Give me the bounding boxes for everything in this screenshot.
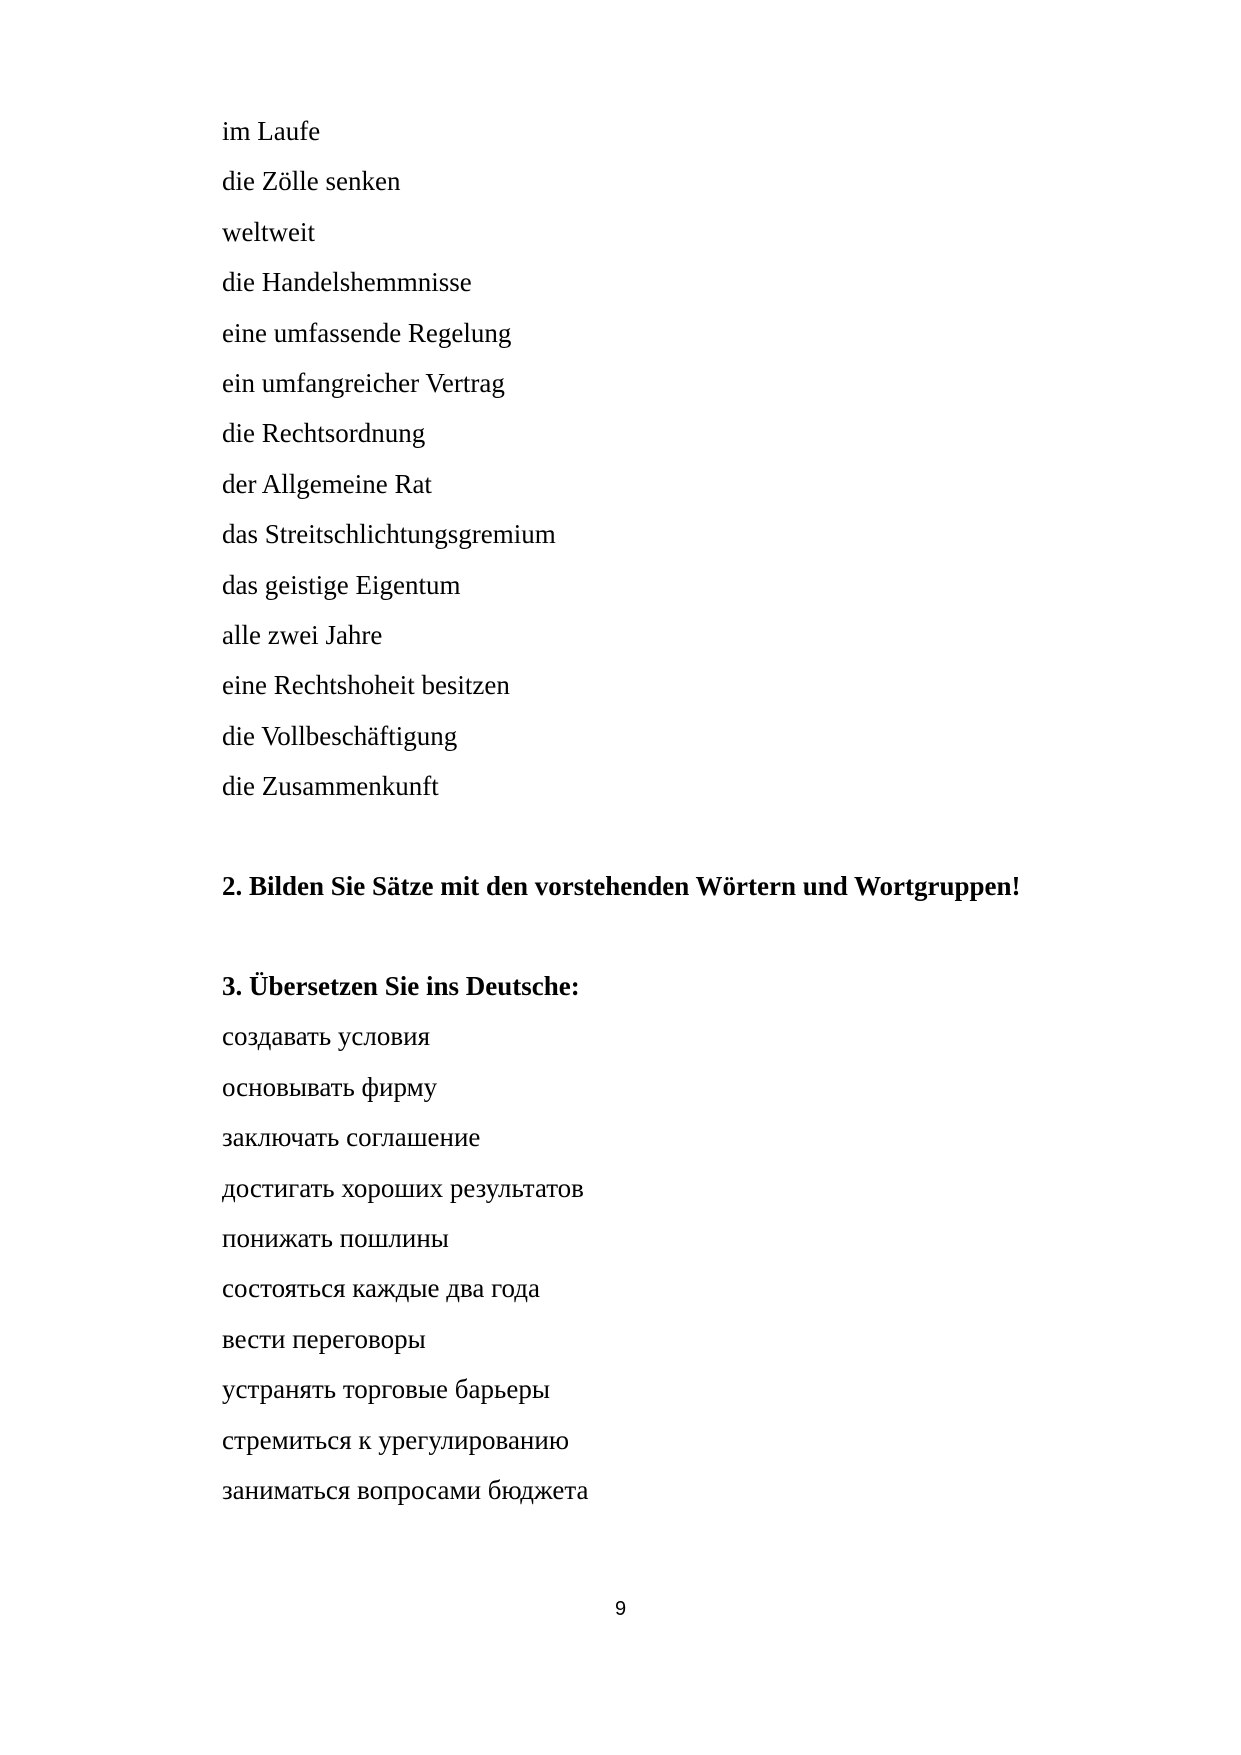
vocab-item: im Laufe xyxy=(222,116,321,146)
translation-item: понижать пошлины xyxy=(222,1223,449,1254)
vocab-item: die Zölle senken xyxy=(222,166,401,197)
page-content xyxy=(222,106,1122,1515)
vocab-item: das Streitschlichtungsgremium xyxy=(222,519,556,550)
translation-item: устранять торговые барьеры xyxy=(222,1374,550,1405)
vocab-item: die Handelshemmnisse xyxy=(222,267,472,298)
translation-item: создавать условия xyxy=(222,1021,430,1052)
translation-item: заниматься вопросами бюджета xyxy=(222,1474,589,1505)
translation-item: достигать хороших результатов xyxy=(222,1172,584,1203)
translation-item: стремиться к урегулированию xyxy=(222,1424,570,1455)
exercise-3-heading: 3. Übersetzen Sie ins Deutsche: xyxy=(222,971,580,1002)
translation-item: заключать соглашение xyxy=(222,1122,481,1153)
vocab-item: die Zusammenkunft xyxy=(222,771,439,802)
translation-item: вести переговоры xyxy=(222,1323,426,1354)
spacer xyxy=(222,811,1122,861)
page-number: 9 xyxy=(614,1598,627,1620)
vocab-item: die Vollbeschäftigung xyxy=(222,720,458,751)
vocab-item: eine umfassende Regelung xyxy=(222,317,512,348)
vocab-item: weltweit xyxy=(222,216,315,247)
spacer xyxy=(222,911,1122,961)
translation-item: основывать фирму xyxy=(222,1071,438,1102)
translation-list xyxy=(222,1011,1122,1515)
vocab-item: der Allgemeine Rat xyxy=(222,468,432,499)
vocab-item: ein umfangreicher Vertrag xyxy=(222,367,505,398)
vocab-item: das geistige Eigentum xyxy=(222,569,461,600)
exercise-2-heading: 2. Bilden Sie Sätze mit den vorstehenden Wörtern und Wortgruppen! xyxy=(222,871,1021,902)
vocab-item: eine Rechtshoheit besitzen xyxy=(222,670,510,701)
translation-item: состояться каждые два года xyxy=(222,1273,540,1304)
vocab-item: alle zwei Jahre xyxy=(222,619,383,650)
vocab-item: die Rechtsordnung xyxy=(222,418,426,449)
vocab-list xyxy=(222,106,1122,811)
